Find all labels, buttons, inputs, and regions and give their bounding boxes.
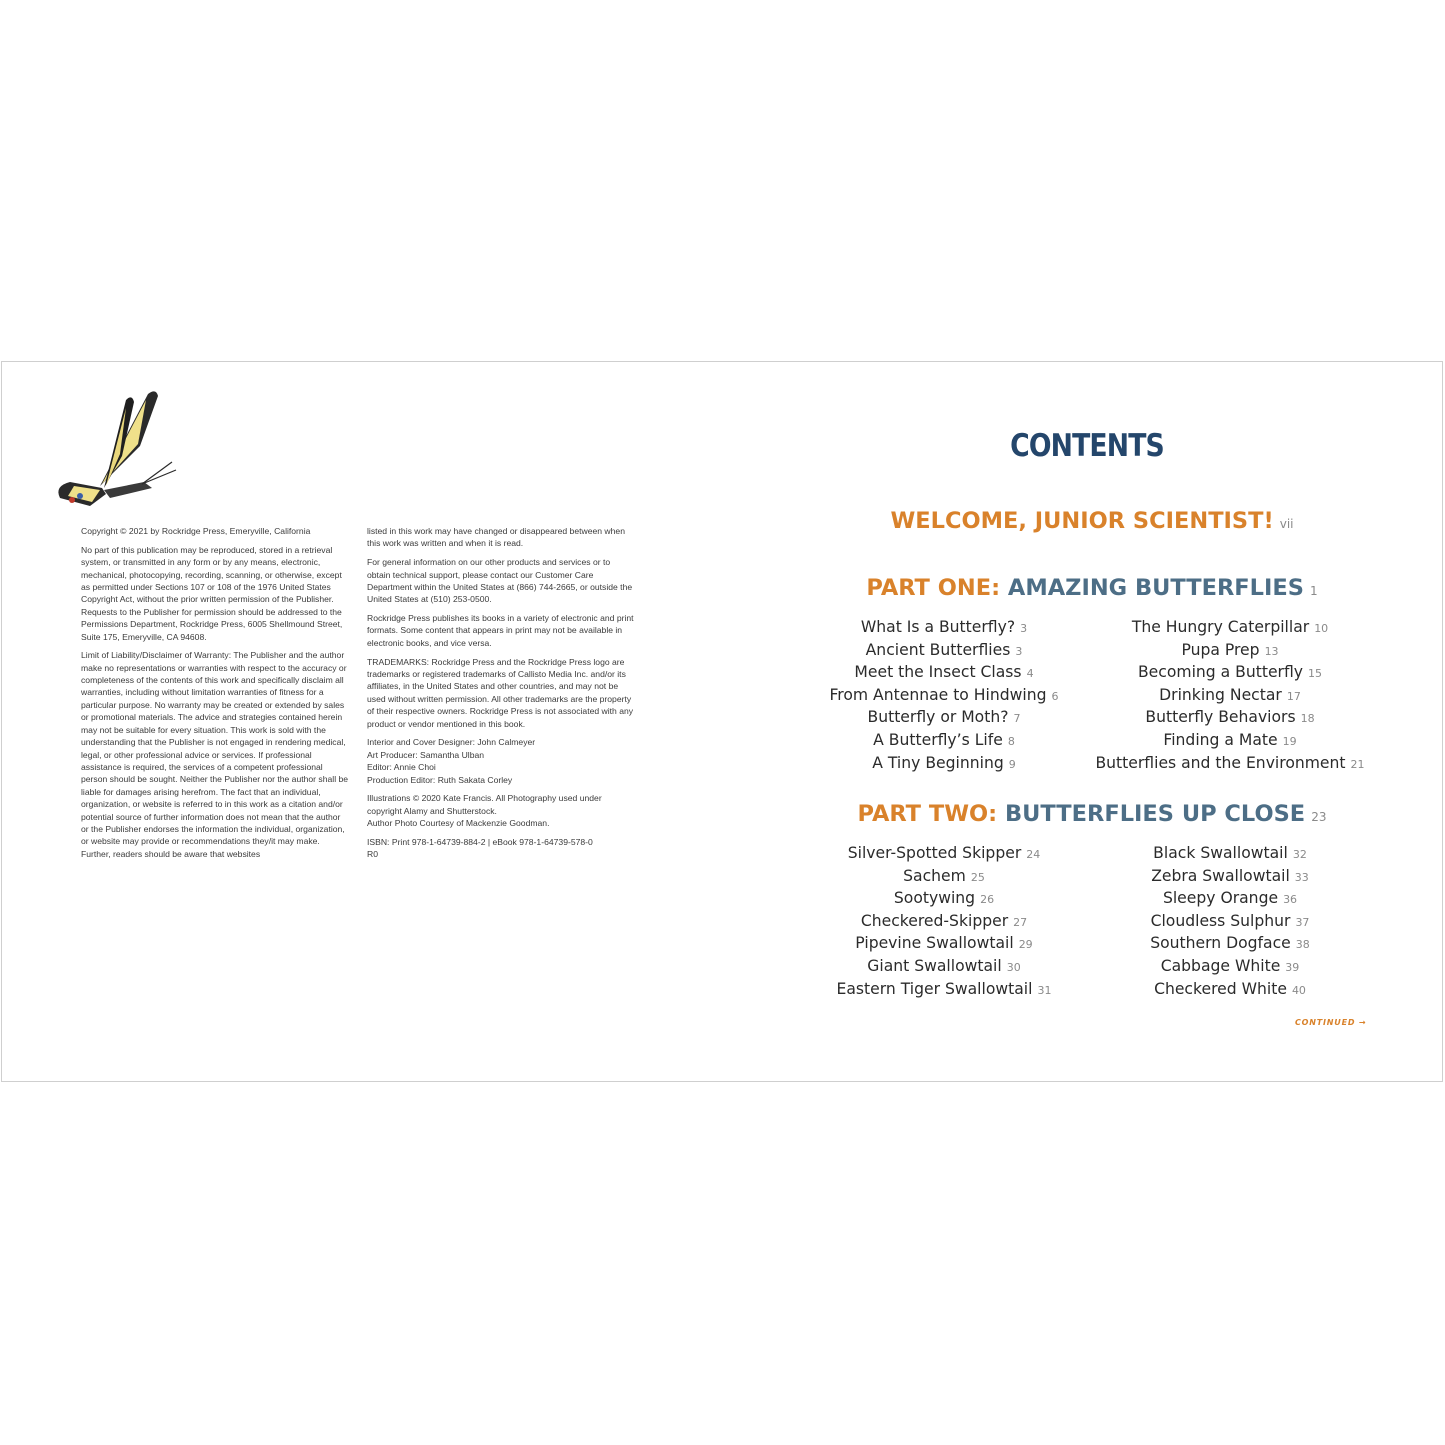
toc-entry-title: Pipevine Swallowtail (855, 934, 1014, 953)
toc-entry-title: Meet the Insect Class (854, 663, 1022, 682)
page-number: 1 (1309, 584, 1318, 598)
page-number: 13 (1264, 644, 1279, 658)
toc-entry[interactable] (784, 842, 1104, 865)
page-number: 7 (1013, 712, 1021, 726)
toc-entry[interactable] (1070, 842, 1390, 865)
toc-entry[interactable] (1070, 706, 1390, 729)
toc-entry[interactable] (784, 752, 1104, 775)
toc-entry[interactable] (1070, 684, 1390, 707)
toc-entry-title: Pupa Prep (1181, 640, 1260, 659)
page-number: 3 (1015, 644, 1023, 658)
toc-entry-title: Cabbage White (1160, 956, 1281, 975)
page-number: 39 (1285, 960, 1300, 974)
copyright-paragraph: listed in this work may have changed or disappeared between when this work was written and when it is read. (367, 526, 625, 549)
page-number: 37 (1295, 915, 1310, 929)
page-number: 29 (1018, 938, 1033, 952)
page-number: 23 (1311, 810, 1327, 824)
copyright-paragraph: For general information on our other products and services or to obtain technical support, please contact our Customer Care Department within the United States at (866) 744-2665, or outside the United States at (510) 253-0500. (367, 557, 633, 605)
part-two-heading[interactable] (762, 801, 1422, 827)
toc-entry[interactable] (784, 684, 1104, 707)
part-one-heading[interactable] (762, 575, 1422, 601)
copyright-paragraph: No part of this publication may be reproduced, stored in a retrieval system, or transmitted in any form or by any means, electronic, mechanical, photocopying, recording, scanning, or otherwise, except as permitted under Sections 107 or 108 of the 1976 United States Copyright Act, without the prior written permission of the Publisher. Requests to the Publisher for permission should be addressed to the Permissions Department, Rockridge Press, 6005 Shellmound Street, Suite 175, Emeryville, CA 94608. (81, 544, 343, 642)
page-number: 27 (1013, 915, 1028, 929)
part-name: AMAZING BUTTERFLIES (1007, 575, 1304, 601)
page-number: 8 (1007, 734, 1015, 748)
toc-entry-title: A Butterfly’s Life (873, 730, 1003, 749)
copyright-paragraph: Rockridge Press publishes its books in a variety of electronic and print formats. Some content that appears in print may not be available in electronic books, and vice versa. (367, 613, 634, 648)
toc-entry-title: Ancient Butterflies (865, 640, 1011, 659)
copyright-column-left (81, 525, 349, 866)
toc-entry[interactable] (1070, 729, 1390, 752)
copyright-paragraph: Limit of Liability/Disclaimer of Warranty: The Publisher and the author make no representations or warranties with respect to the accuracy or completeness of the contents of this work and specifically disclaim all warranties, including without limitation warranties of fitness for a particular purpose. No warranty may be created or extended by sales or promotional materials. The advice and strategies contained herein may not be suitable for every situation. This work is sold with the understanding that the Publisher is not engaged in rendering medical, legal, or other professional advice or services. If professional assistance is required, the services of a competent professional person should be sought. Neither the Publisher nor the author shall be liable for damages arising herefrom. The fact that an individual, organization, or website is referred to in this work as a citation and/or potential source of further information does not mean that the author or the Publisher endorses the information the individual, organization, or website may provide or recommendations they/it may make. Further, readers should be aware that websites (81, 650, 349, 859)
toc-entry-title: Checkered-Skipper (860, 911, 1009, 930)
toc-entry-title: Checkered White (1154, 979, 1287, 998)
credits-paragraph: Illustrations © 2020 Kate Francis. All Photography used under copyright Alamy and Shutterstock. Author Photo Courtesy of Mackenzie Goodman. (367, 793, 602, 829)
page-number: 17 (1286, 689, 1301, 703)
page-number: 36 (1283, 893, 1298, 907)
continued-label: CONTINUED → (1295, 1018, 1367, 1027)
toc-entry-title: Eastern Tiger Swallowtail (836, 979, 1033, 998)
page-number: vii (1279, 517, 1294, 531)
page-number: 18 (1300, 712, 1315, 726)
toc-entry-title: Southern Dogface (1150, 934, 1291, 953)
welcome-label: WELCOME, JUNIOR SCIENTIST! (890, 508, 1274, 534)
toc-entry-title: Silver-Spotted Skipper (847, 844, 1022, 862)
toc-entry[interactable] (1070, 616, 1390, 639)
toc-entry[interactable] (784, 910, 1104, 933)
page-number: 33 (1294, 870, 1309, 884)
toc-entry-title: The Hungry Caterpillar (1131, 618, 1310, 636)
page-number: 21 (1350, 757, 1365, 771)
toc-entry[interactable] (1070, 752, 1390, 775)
toc-entry-title: Black Swallowtail (1153, 844, 1288, 862)
page-number: 24 (1026, 848, 1041, 861)
copyright-column-right (367, 525, 635, 867)
toc-entry-title: Drinking Nectar (1159, 685, 1282, 704)
toc-entry[interactable] (784, 932, 1104, 955)
toc-entry[interactable] (784, 865, 1104, 888)
toc-entry[interactable] (1070, 661, 1390, 684)
page-number: 9 (1008, 757, 1016, 771)
toc-entry[interactable] (784, 729, 1104, 752)
toc-entry[interactable] (1070, 865, 1390, 888)
page-number: 32 (1292, 848, 1307, 861)
toc-entry-title: Sootywing (893, 889, 976, 908)
toc-entry-title: Cloudless Sulphur (1150, 911, 1291, 930)
toc-entry[interactable] (784, 639, 1104, 662)
toc-entry[interactable] (1070, 910, 1390, 933)
book-spread (1, 361, 1443, 1082)
copyright-paragraph: TRADEMARKS: Rockridge Press and the Rockridge Press logo are trademarks or registered trademarks of Callisto Media Inc. and/or its affiliates, in the United States and other countries, and may not be used without written permission. All other trademarks are the property of their respective owners. Rockridge Press is not associated with any product or vendor mentioned in this book. (367, 656, 634, 729)
toc-entry-title: Butterflies and the Environment (1095, 753, 1346, 772)
toc-entry[interactable] (1070, 639, 1390, 662)
toc-entry[interactable] (784, 887, 1104, 910)
toc-entry-title: Butterfly Behaviors (1145, 708, 1296, 727)
toc-entry-title: Giant Swallowtail (867, 956, 1002, 975)
page-number: 10 (1314, 622, 1329, 635)
toc-entry[interactable] (1070, 932, 1390, 955)
toc-entry[interactable] (784, 955, 1104, 978)
toc-entry[interactable] (1070, 955, 1390, 978)
toc-entry-title: Finding a Mate (1163, 730, 1278, 749)
toc-entry[interactable] (784, 978, 1104, 1001)
swallowtail-butterfly-icon (30, 386, 178, 514)
credits-paragraph: Interior and Cover Designer: John Calmeyer Art Producer: Samantha Ulban Editor: Annie Choi Production Editor: Ruth Sakata Corley (367, 737, 536, 785)
toc-entry-title: What Is a Butterfly? (860, 618, 1016, 636)
copyright-paragraph: Copyright © 2021 by Rockridge Press, Emeryville, California (81, 526, 311, 536)
part-one-list-left (784, 616, 1104, 774)
page-number: 38 (1295, 938, 1310, 952)
toc-entry[interactable] (784, 706, 1104, 729)
part-two-list-right (1070, 842, 1390, 1000)
part-prefix: PART TWO: (857, 801, 998, 827)
toc-entry-title: Sachem (903, 866, 966, 885)
toc-entry[interactable] (784, 616, 1104, 639)
part-name: BUTTERFLIES UP CLOSE (1005, 801, 1306, 827)
page-number: 15 (1308, 667, 1323, 681)
part-one-list-right (1070, 616, 1390, 774)
toc-entry-title: From Antennae to Hindwing (829, 685, 1047, 704)
toc-entry-title: Becoming a Butterfly (1137, 663, 1304, 682)
page-number: 19 (1282, 734, 1297, 748)
page-number: 4 (1026, 667, 1034, 681)
toc-entry-title: Butterfly or Moth? (867, 708, 1009, 727)
toc-entry-title: Sleepy Orange (1162, 889, 1279, 908)
welcome-heading[interactable] (762, 508, 1422, 534)
isbn-paragraph: ISBN: Print 978-1-64739-884-2 | eBook 978-1-64739-578-0 R0 (367, 836, 593, 860)
page-number: 31 (1037, 983, 1052, 997)
contents-title: CONTENTS (1010, 428, 1164, 464)
toc-entry-title: Zebra Swallowtail (1151, 866, 1290, 885)
page-number: 25 (970, 870, 985, 884)
page-number: 6 (1051, 689, 1059, 703)
toc-entry[interactable] (784, 661, 1104, 684)
part-prefix: PART ONE: (866, 575, 1001, 601)
toc-entry-title: A Tiny Beginning (872, 753, 1004, 772)
page-number: 30 (1006, 960, 1021, 974)
part-two-list-left (784, 842, 1104, 1000)
page-number: 26 (980, 893, 995, 907)
page-number: 40 (1291, 983, 1306, 997)
toc-entry[interactable] (1070, 978, 1390, 1001)
toc-entry[interactable] (1070, 887, 1390, 910)
page-number: 3 (1020, 622, 1028, 635)
